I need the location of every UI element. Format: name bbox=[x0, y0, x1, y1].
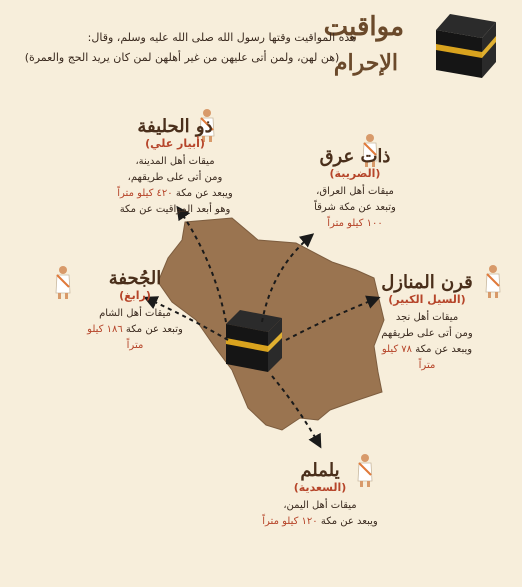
miqat-dhul-hulayfah bbox=[110, 116, 240, 218]
page-title: مواقيت bbox=[323, 12, 404, 42]
desc-line: ومن أتى على طريقهم، bbox=[127, 172, 223, 183]
miqat-dhat-irq bbox=[300, 146, 410, 232]
desc-line: ميقات أهل الشام bbox=[99, 308, 171, 319]
desc-line: ومن أتى على طريقهم bbox=[381, 328, 473, 339]
miqat-name: يلملم bbox=[300, 460, 340, 481]
miqat-description bbox=[80, 306, 190, 354]
miqat-alt-name: (السيل الكبير) bbox=[388, 293, 466, 306]
miqat-alt-name: (رابغ) bbox=[119, 289, 151, 302]
distance-value: ١٢٠ كيلو متراً bbox=[262, 516, 318, 527]
miqat-qarn-al-manazil bbox=[372, 272, 482, 374]
distance-value: ٤٢٠ كيلو متراً bbox=[117, 188, 173, 199]
miqat-name: قرن المنازل bbox=[381, 272, 473, 293]
distance-value: ١٨٦ كيلو متراً bbox=[87, 324, 144, 351]
miqat-description bbox=[300, 184, 410, 232]
kaaba-logo-icon bbox=[436, 14, 496, 78]
miqat-alt-name: (أبيار علي) bbox=[145, 137, 205, 150]
miqat-description bbox=[250, 498, 390, 530]
miqat-description bbox=[372, 310, 482, 374]
desc-text: ويبعد عن مكة bbox=[175, 188, 233, 199]
page-subtitle: الإحرام bbox=[333, 50, 398, 76]
desc-line: وهو أبعد المواقيت عن مكة bbox=[119, 204, 231, 215]
desc-text: ويبعد عن مكة bbox=[415, 344, 473, 355]
intro-line-1: هذه المواقيت وقتها رسول الله صلى الله عليه وسلم، وقال: bbox=[87, 31, 356, 44]
desc-line bbox=[80, 322, 190, 354]
miqat-name: الجُحفة bbox=[108, 268, 162, 289]
intro-text bbox=[8, 28, 356, 68]
desc-line: ميقات أهل نجد bbox=[395, 312, 459, 323]
desc-line: ميقات أهل المدينة، bbox=[135, 156, 215, 167]
desc-text: ويبعد عن مكة bbox=[320, 516, 378, 527]
kaaba-center-icon bbox=[226, 310, 282, 372]
desc-line: ميقات أهل العراق، bbox=[316, 186, 394, 197]
miqat-name: ذات عرق bbox=[319, 146, 391, 167]
desc-line bbox=[250, 514, 390, 530]
desc-text: وتبعد عن مكة bbox=[125, 324, 183, 335]
miqat-alt-name: (الضريبة) bbox=[329, 167, 381, 180]
desc-line: ميقات أهل اليمن، bbox=[283, 500, 357, 511]
miqat-alt-name: (السعدية) bbox=[293, 481, 347, 494]
miqat-name: ذو الحليفة bbox=[137, 116, 213, 137]
desc-line: وتبعد عن مكة شرقاً bbox=[314, 202, 396, 213]
distance-value: ١٠٠ كيلو متراً bbox=[327, 218, 383, 229]
distance-value: ٧٨ كيلو متراً bbox=[381, 344, 436, 371]
pilgrim-icon bbox=[486, 265, 500, 298]
miqat-juhfah bbox=[80, 268, 190, 354]
miqat-yalamlam bbox=[250, 460, 390, 530]
intro-line-2: (هن لهن، ولمن أتى عليهن من غير أهلهن لمن كان يريد الحج والعمرة) bbox=[24, 51, 340, 64]
pilgrim-icon bbox=[56, 266, 70, 299]
miqat-description bbox=[110, 154, 240, 218]
desc-line bbox=[372, 342, 482, 374]
desc-line bbox=[110, 186, 240, 202]
